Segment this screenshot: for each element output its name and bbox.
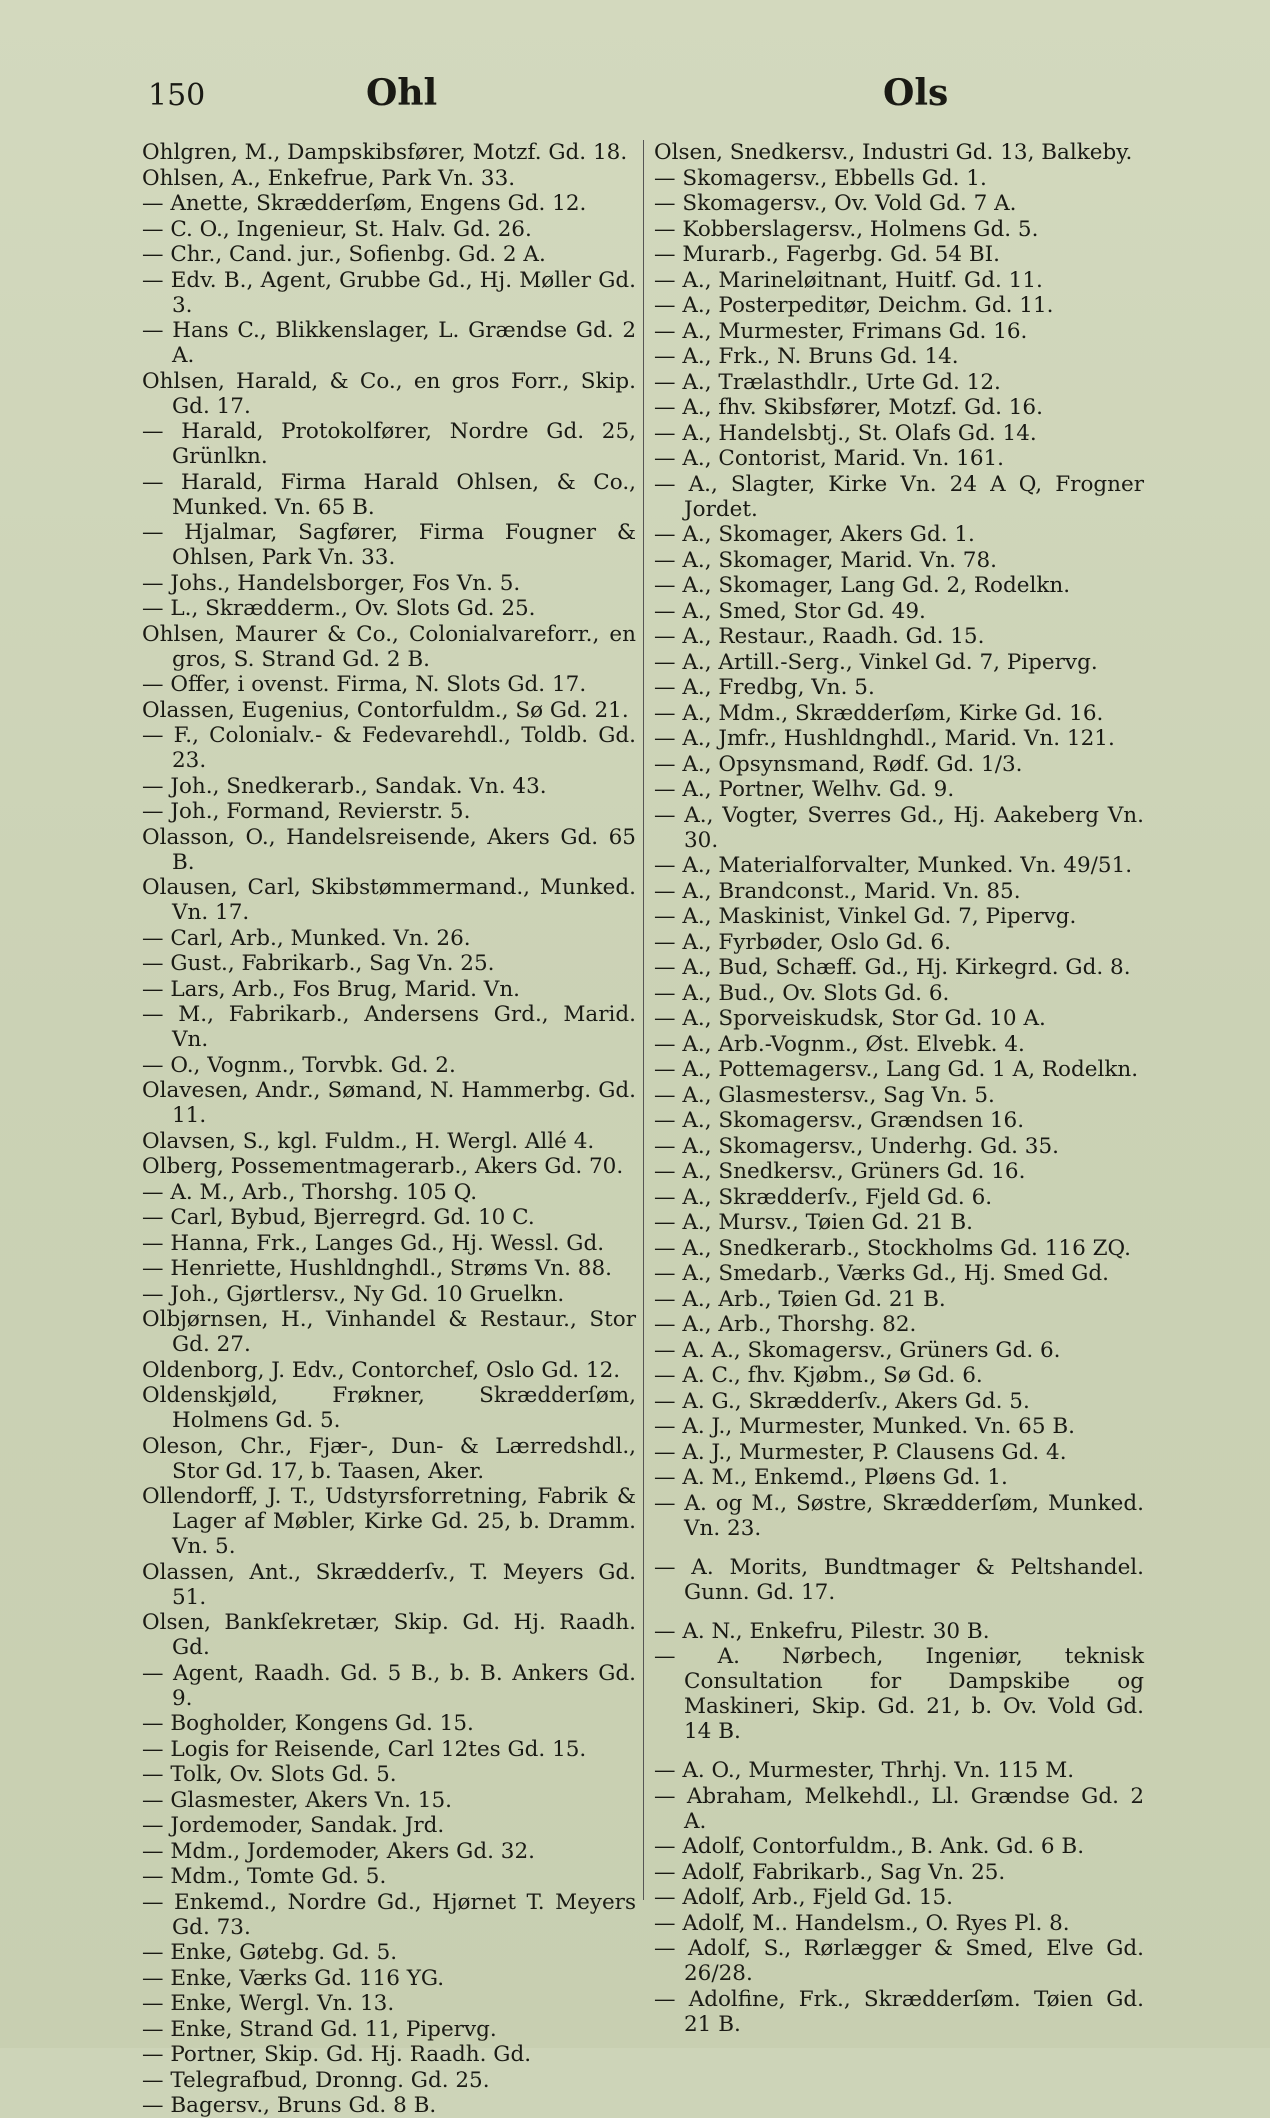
directory-entry: — Enke, Værks Gd. 116 YG. <box>142 1965 445 1991</box>
directory-entry: — A. N., Enkefru, Pilestr. 30 B. <box>654 1618 990 1644</box>
directory-entry: — A., Artill.-Serg., Vinkel Gd. 7, Pipervg. <box>654 649 1098 675</box>
directory-entry: Olavsen, S., kgl. Fuldm., H. Wergl. Allé 4. <box>142 1128 595 1154</box>
directory-entry: — A., Trælasthdlr., Urte Gd. 12. <box>654 369 1001 395</box>
directory-entry: — Jordemoder, Sandak. Jrd. <box>142 1813 445 1838</box>
directory-entry: — A., Contorist, Marid. Vn. 161. <box>654 446 1005 471</box>
directory-entry: — Skomagersv., Ov. Vold Gd. 7 A. <box>654 191 1017 216</box>
directory-entry: — Henriette, Hushldnghdl., Strøms Vn. 88. <box>142 1256 612 1281</box>
directory-entry: — A. M., Enkemd., Pløens Gd. 1. <box>654 1465 1008 1490</box>
page-header <box>0 72 1270 122</box>
directory-entry: Ohlsen, Harald, & Co., en gros Forr., Skip. Gd. 17. <box>142 368 636 419</box>
directory-entry: — Agent, Raadh. Gd. 5 B., b. B. Ankers Gd. 9. <box>142 1660 636 1711</box>
left-running-head: Ohl <box>366 72 438 114</box>
directory-entry: — Enkemd., Nordre Gd., Hjørnet T. Meyers Gd. 73. <box>142 1889 636 1940</box>
directory-entry: — Offer, i ovenst. Firma, N. Slots Gd. 17. <box>142 672 587 697</box>
directory-entry: — A. J., Murmester, Munked. Vn. 65 B. <box>654 1414 1075 1439</box>
directory-entry: Ohlgren, M., Dampskibsfører, Motzf. Gd. 18. <box>142 140 628 165</box>
directory-entry: — A., Vogter, Sverres Gd., Hj. Aakeberg Vn. 30. <box>654 802 1144 853</box>
directory-entry: — A., Pottemagersv., Lang Gd. 1 A, Rodelkn. <box>654 1057 1139 1082</box>
directory-entry: — Abraham, Melkehdl., Ll. Grændse Gd. 2 A. <box>654 1783 1144 1834</box>
directory-entry: Olasson, O., Handelsreisende, Akers Gd. 65 B. <box>142 824 636 875</box>
directory-entry: — Adolf, Arb., Fjeld Gd. 15. <box>654 1885 953 1910</box>
directory-entry: — Harald, Firma Harald Ohlsen, & Co., Munked. Vn. 65 B. <box>142 469 636 520</box>
directory-entry: — A., Skomagersv., Grændsen 16. <box>654 1108 1025 1133</box>
directory-entry: — A. O., Murmester, Thrhj. Vn. 115 M. <box>654 1758 1075 1783</box>
directory-entry: — C. O., Ingenieur, St. Halv. Gd. 26. <box>142 216 532 242</box>
directory-entry: Olsen, Bankſekretær, Skip. Gd. Hj. Raadh. Gd. <box>142 1610 636 1660</box>
directory-entry: — M., Fabrikarb., Andersens Grd., Marid. Vn. <box>142 1002 636 1052</box>
column-divider <box>643 140 644 1900</box>
directory-entry: — Anette, Skrædderſøm, Engens Gd. 12. <box>142 191 587 216</box>
directory-entry: — A. og M., Søstre, Skrædderſøm, Munked. Vn. 23. <box>654 1490 1144 1541</box>
directory-entry: — A., fhv. Skibsfører, Motzf. Gd. 16. <box>654 395 1043 420</box>
directory-entry: — Joh., Snedkerarb., Sandak. Vn. 43. <box>142 773 547 799</box>
directory-entry: — Enke, Wergl. Vn. 13. <box>142 1991 395 2016</box>
directory-entry: Olausen, Carl, Skibstømmermand., Munked. Vn. 17. <box>142 875 636 925</box>
directory-entry: — A., Fyrbøder, Oslo Gd. 6. <box>654 929 951 955</box>
directory-entry: Oleson, Chr., Fjær-, Dun- & Lærredshdl., Stor Gd. 17, b. Taasen, Aker. <box>142 1433 636 1484</box>
directory-entry: — Adolf, M.. Handelsm., O. Ryes Pl. 8. <box>654 1910 1070 1936</box>
directory-entry: — A., Sporveiskudsk, Stor Gd. 10 A. <box>654 1006 1046 1031</box>
directory-entry: Ollendorff, J. T., Udstyrsforretning, Fabrik & Lager af Møbler, Kirke Gd. 25, b. Dramm. Vn. 5. <box>142 1484 636 1559</box>
directory-entry: — Hjalmar, Sagfører, Firma Fougner & Ohlsen, Park Vn. 33. <box>142 520 636 570</box>
directory-entry: — A. C., fhv. Kjøbm., Sø Gd. 6. <box>654 1363 983 1388</box>
page-number: 150 <box>148 78 206 113</box>
directory-entry: Olassen, Ant., Skrædderſv., T. Meyers Gd. 51. <box>142 1559 636 1610</box>
directory-entry: — Tolk, Ov. Slots Gd. 5. <box>142 1762 397 1787</box>
directory-entry: — A., Frk., N. Bruns Gd. 14. <box>654 344 959 369</box>
directory-entry: — O., Vognm., Torvbk. Gd. 2. <box>142 1052 456 1078</box>
directory-entry: — A., Bud, Schæff. Gd., Hj. Kirkegrd. Gd. 8. <box>654 955 1131 980</box>
directory-entry: — A., Glasmestersv., Sag Vn. 5. <box>654 1082 995 1108</box>
directory-entry: Ohlsen, A., Enkefrue, Park Vn. 33. <box>142 165 516 191</box>
right-running-head: Ols <box>883 72 949 114</box>
directory-entry: — Adolf, Contorfuldm., B. Ank. Gd. 6 B. <box>654 1834 1085 1859</box>
directory-entry: — A., Maskinist, Vinkel Gd. 7, Pipervg. <box>654 904 1077 929</box>
directory-entry: — A., Brandconst., Marid. Vn. 85. <box>654 878 1021 904</box>
directory-entry: — A., Skomager, Akers Gd. 1. <box>654 522 975 547</box>
directory-entry: — A., Mdm., Skrædderſøm, Kirke Gd. 16. <box>654 700 1104 726</box>
directory-entry: Olassen, Eugenius, Contorfuldm., Sø Gd. 21. <box>142 697 629 723</box>
directory-entry: — A., Snedkerarb., Stockholms Gd. 116 ZQ. <box>654 1235 1131 1261</box>
directory-entry: — Carl, Bybud, Bjerregrd. Gd. 10 C. <box>142 1205 535 1230</box>
directory-entry: — A., Opsynsmand, Rødf. Gd. 1/3. <box>654 751 1023 777</box>
directory-entry: — A., Arb., Tøien Gd. 21 B. <box>654 1286 946 1312</box>
directory-entry: — Chr., Cand. jur., Sofienbg. Gd. 2 A. <box>142 242 546 267</box>
directory-entry: — Adolfine, Frk., Skrædderſøm. Tøien Gd. 21 B. <box>654 1986 1144 2037</box>
directory-entry: — A., Smedarb., Værks Gd., Hj. Smed Gd. <box>654 1261 1109 1286</box>
directory-entry: — A. Nørbech, Ingeniør, teknisk Consultation for Dampskibe og Maskineri, Skip. Gd. 21, b. Ov. Vold Gd. 14 B. <box>654 1644 1144 1744</box>
directory-entry: — Hanna, Frk., Langes Gd., Hj. Wessl. Gd. <box>142 1230 605 1256</box>
directory-entry: Olsen, Snedkersv., Industri Gd. 13, Balkeby. <box>654 140 1133 165</box>
directory-entry: — Skomagersv., Ebbells Gd. 1. <box>654 165 987 191</box>
directory-entry: — A., Bud., Ov. Slots Gd. 6. <box>654 980 950 1006</box>
directory-entry: — A. M., Arb., Thorshg. 105 Q. <box>142 1179 478 1205</box>
directory-entry: — Adolf, S., Rørlægger & Smed, Elve Gd. 26/28. <box>654 1936 1144 1986</box>
directory-entry: — F., Colonialv.- & Fedevarehdl., Toldb. Gd. 23. <box>142 723 636 773</box>
directory-entry: — Logis for Reisende, Carl 12tes Gd. 15. <box>142 1736 587 1762</box>
directory-entry: — A., Marineløitnant, Huitf. Gd. 11. <box>654 267 1043 293</box>
directory-entry: Oldenskjøld, Frøkner, Skrædderſøm, Holmens Gd. 5. <box>142 1383 636 1433</box>
directory-entry: — Murarb., Fagerbg. Gd. 54 BI. <box>654 242 1000 267</box>
directory-entry: — Kobberslagersv., Holmens Gd. 5. <box>654 216 1039 242</box>
directory-entry: — Bagersv., Bruns Gd. 8 B. <box>142 2093 437 2118</box>
directory-entry: Olbjørnsen, H., Vinhandel & Restaur., Stor Gd. 27. <box>142 1307 636 1357</box>
directory-entry: — A., Mursv., Tøien Gd. 21 B. <box>654 1210 973 1235</box>
directory-entry: — A., Jmfr., Hushldnghdl., Marid. Vn. 121. <box>654 726 1115 751</box>
directory-entry: — A. Morits, Bundtmager & Peltshandel. Gunn. Gd. 17. <box>654 1554 1144 1605</box>
directory-entry: Ohlsen, Maurer & Co., Colonialvareforr., en gros, S. Strand Gd. 2 B. <box>142 621 636 672</box>
directory-entry: — Enke, Gøtebg. Gd. 5. <box>142 1940 398 1965</box>
directory-entry: — A. J., Murmester, P. Clausens Gd. 4. <box>654 1439 1067 1465</box>
directory-entry: — Joh., Formand, Revierstr. 5. <box>142 799 471 824</box>
directory-entry: — Joh., Gjørtlersv., Ny Gd. 10 Gruelkn. <box>142 1281 565 1307</box>
directory-entry: — A., Skrædderſv., Fjeld Gd. 6. <box>654 1184 993 1210</box>
directory-entry: — L., Skrædderm., Ov. Slots Gd. 25. <box>142 596 536 621</box>
directory-entry: — A., Smed, Stor Gd. 49. <box>654 598 926 624</box>
directory-entry: — Hans C., Blikkenslager, L. Grændse Gd. 2 A. <box>142 318 636 368</box>
directory-entry: — Carl, Arb., Munked. Vn. 26. <box>142 925 471 951</box>
directory-entry: — Portner, Skip. Gd. Hj. Raadh. Gd. <box>142 2042 532 2067</box>
directory-entry: — A., Murmester, Frimans Gd. 16. <box>654 318 1028 344</box>
directory-entry: — A., Restaur., Raadh. Gd. 15. <box>654 624 985 649</box>
directory-entry: — A., Skomager, Lang Gd. 2, Rodelkn. <box>654 573 1071 598</box>
directory-entry: — A., Materialforvalter, Munked. Vn. 49/51. <box>654 853 1133 878</box>
directory-entry: Olavesen, Andr., Sømand, N. Hammerbg. Gd. 11. <box>142 1078 636 1128</box>
directory-entry: — Gust., Fabrikarb., Sag Vn. 25. <box>142 951 495 976</box>
directory-entry: — Mdm., Jordemoder, Akers Gd. 32. <box>142 1838 535 1864</box>
directory-entry: — Lars, Arb., Fos Brug, Marid. Vn. <box>142 976 521 1002</box>
right-column <box>654 140 1144 2037</box>
directory-entry: — Glasmester, Akers Vn. 15. <box>142 1787 452 1813</box>
directory-entry: — Enke, Strand Gd. 11, Pipervg. <box>142 2016 497 2042</box>
directory-entry: — A., Posterpeditør, Deichm. Gd. 11. <box>654 293 1054 318</box>
directory-entry: — A., Skomager, Marid. Vn. 78. <box>654 547 997 573</box>
directory-entry: — A., Fredbg, Vn. 5. <box>654 675 875 700</box>
directory-entry: — Edv. B., Agent, Grubbe Gd., Hj. Møller Gd. 3. <box>142 267 636 318</box>
directory-entry: — A., Arb., Thorshg. 82. <box>654 1312 917 1337</box>
directory-entry: — A., Arb.-Vognm., Øst. Elvebk. 4. <box>654 1031 1025 1057</box>
directory-entry: — A. G., Skrædderſv., Akers Gd. 5. <box>654 1388 1030 1414</box>
directory-entry: — A., Snedkersv., Grüners Gd. 16. <box>654 1159 1026 1184</box>
directory-entry: — A., Handelsbtj., St. Olafs Gd. 14. <box>654 420 1037 446</box>
left-column <box>142 140 636 2118</box>
directory-entry: — Adolf, Fabrikarb., Sag Vn. 25. <box>654 1859 1006 1885</box>
directory-entry: — A., Skomagersv., Underhg. Gd. 35. <box>654 1133 1059 1159</box>
directory-entry: — Johs., Handelsborger, Fos Vn. 5. <box>142 570 521 596</box>
directory-entry: Olberg, Possementmagerarb., Akers Gd. 70. <box>142 1154 624 1179</box>
directory-entry: Oldenborg, J. Edv., Contorchef, Oslo Gd. 12. <box>142 1357 621 1383</box>
directory-entry: — Harald, Protokolfører, Nordre Gd. 25, Grünlkn. <box>142 419 636 469</box>
directory-entry: — A., Portner, Welhv. Gd. 9. <box>654 777 955 802</box>
directory-entry: — Bogholder, Kongens Gd. 15. <box>142 1711 474 1736</box>
directory-entry: — A. A., Skomagersv., Grüners Gd. 6. <box>654 1337 1061 1363</box>
directory-entry: — Mdm., Tomte Gd. 5. <box>142 1864 387 1889</box>
directory-entry: — Telegrafbud, Dronng. Gd. 25. <box>142 2067 490 2093</box>
directory-entry: — A., Slagter, Kirke Vn. 24 A Q, Frogner Jordet. <box>654 471 1144 522</box>
